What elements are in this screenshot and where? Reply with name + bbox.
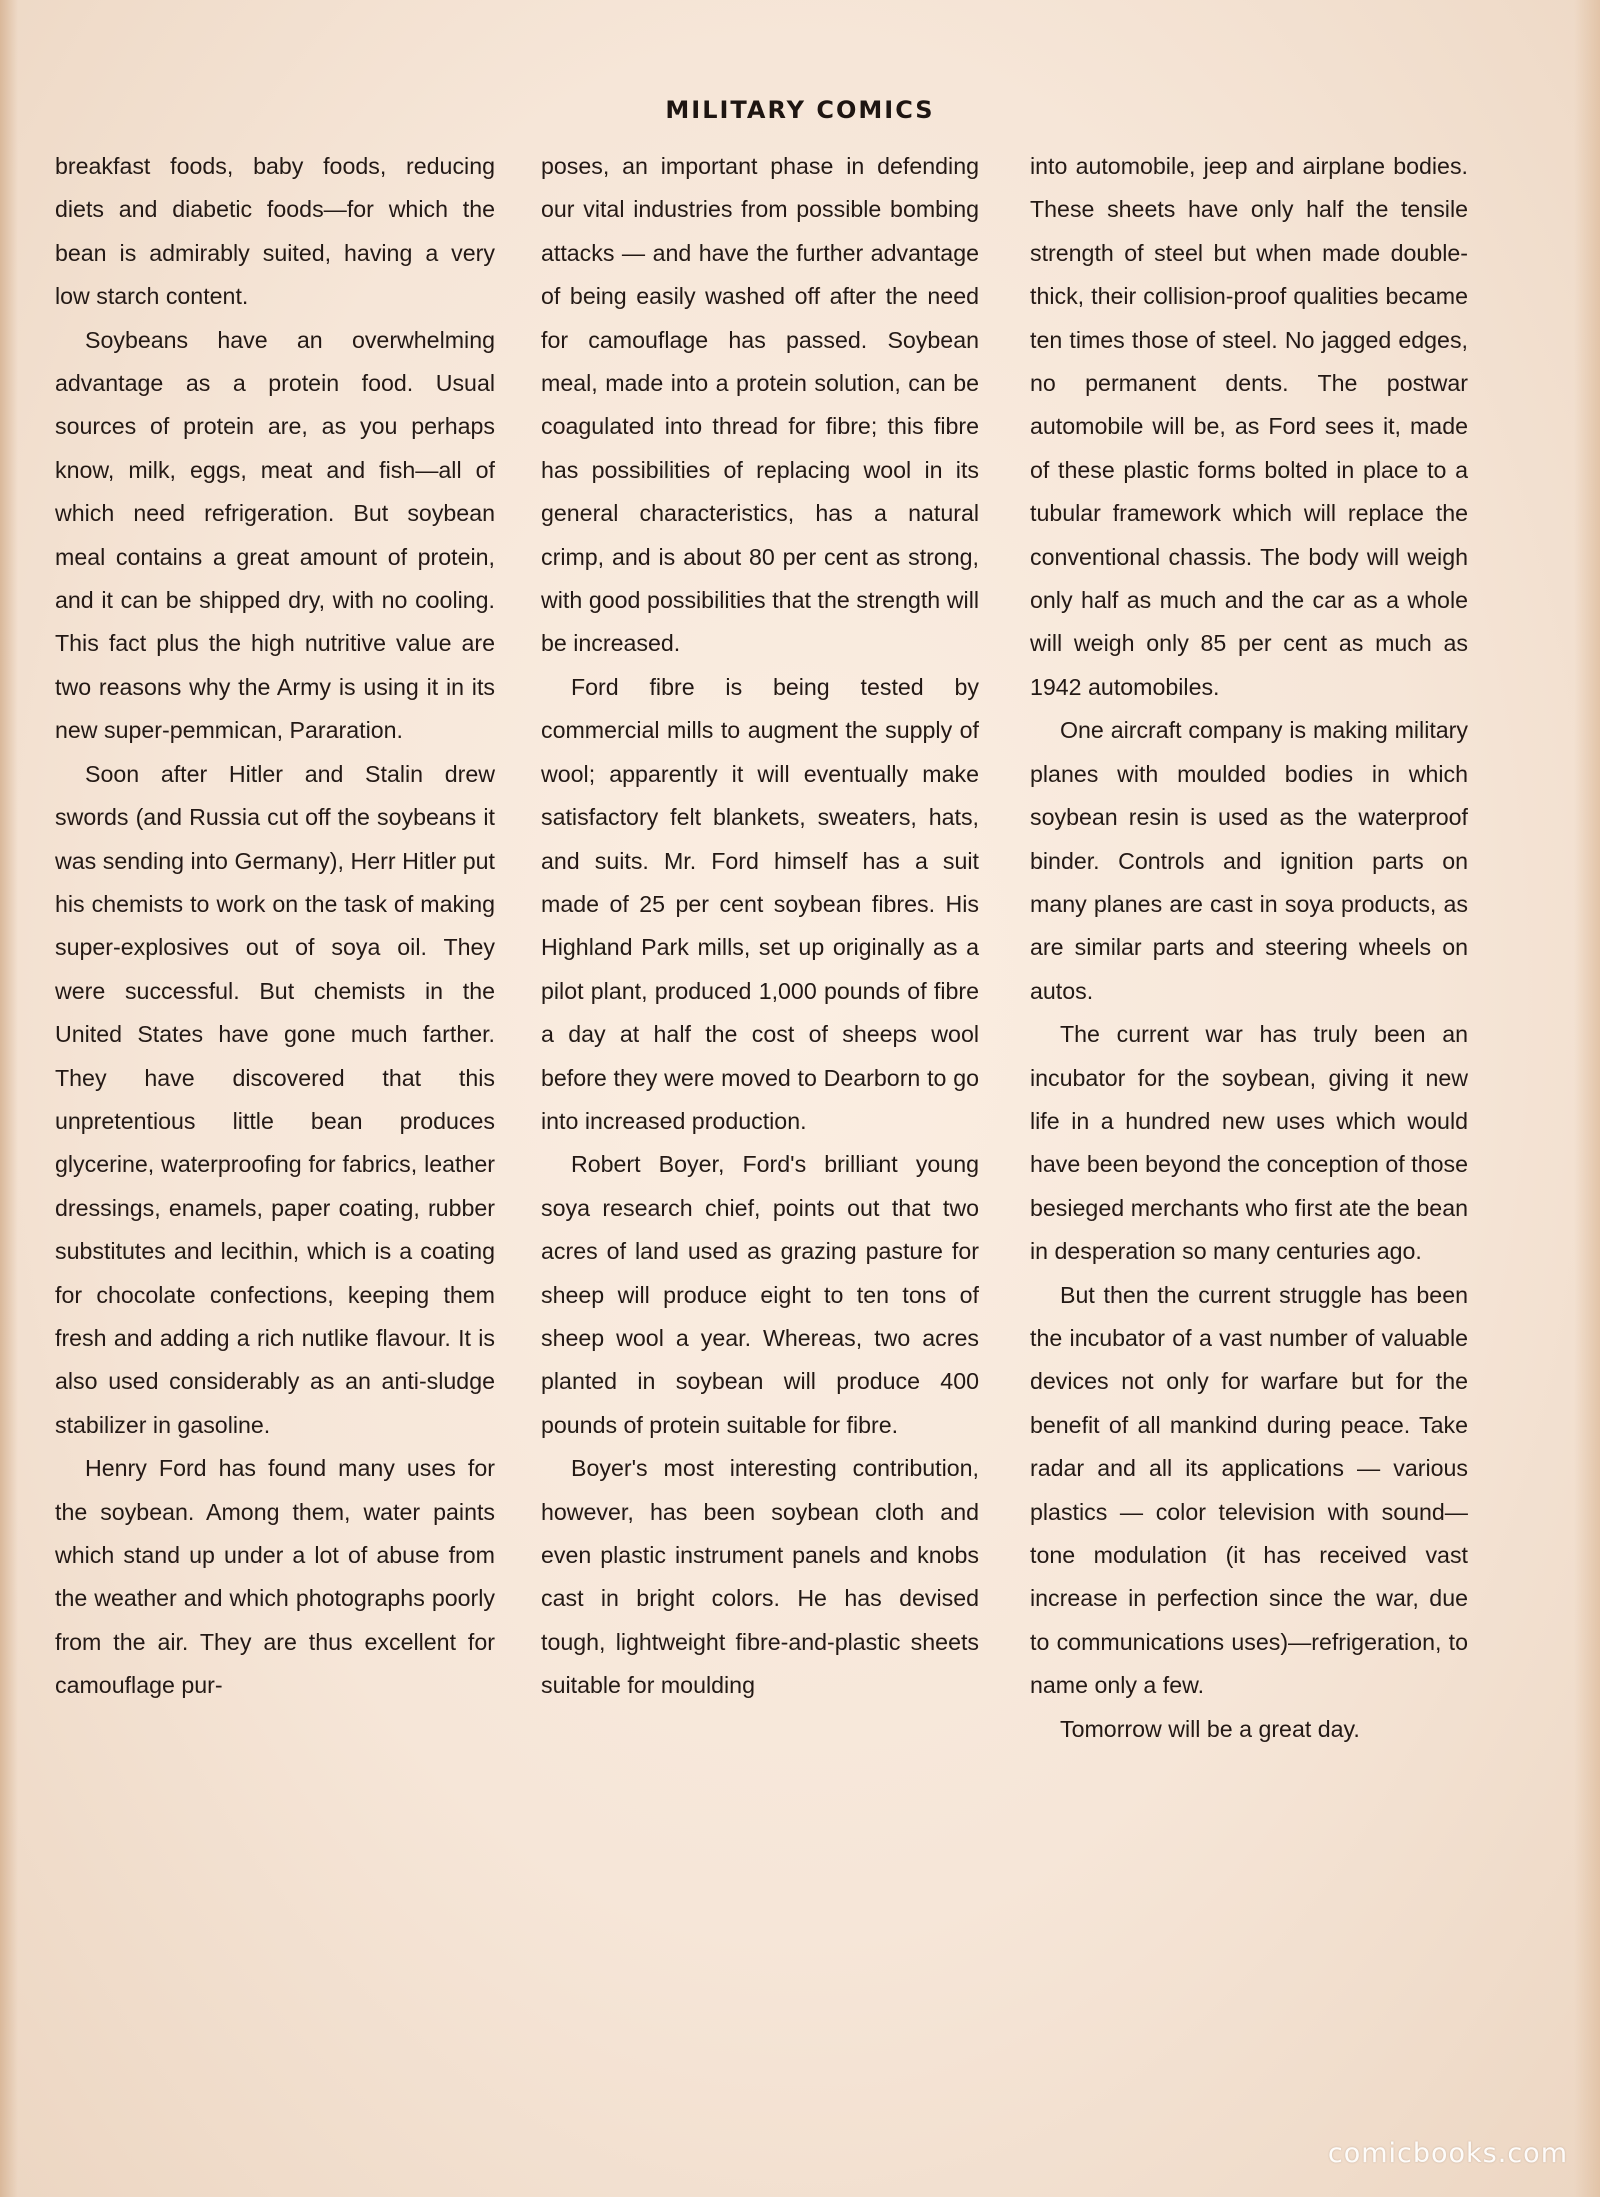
paragraph: Boyer's most interesting contribution, however, has been soybean cloth and even plastic instrument panels and knobs cast in bright colors. He has devised tough, lightweight fibre-and-plastic sheets suitable for moulding <box>541 1455 979 1699</box>
paragraph: breakfast foods, baby foods, reducing diets and diabetic foods—for which the bean is admirably suited, having a very low starch content. <box>55 153 495 310</box>
text-column-3 <box>1030 145 1468 1751</box>
paragraph: The current war has truly been an incubator for the soybean, giving it new life in a hundred new uses which would have been beyond the conception of those besieged merchants who first ate the bean in desperation so many centuries ago. <box>1030 1021 1468 1265</box>
paragraph: Ford fibre is being tested by commercial mills to augment the supply of wool; apparently it will eventually make satisfactory felt blankets, sweaters, hats, and suits. Mr. Ford himself has a suit made of 25 per cent soybean fibres. His Highland Park mills, set up originally as a pilot plant, produced 1,000 pounds of fibre a day at half the cost of sheeps wool before they were moved to Dearborn to go into increased production. <box>541 673 979 1134</box>
page-edge-shadow-left <box>0 0 18 2197</box>
paragraph: Soon after Hitler and Stalin drew swords (and Russia cut off the soybeans it was sending into Germany), Herr Hitler put his chemists to work on the task of making super-explosives out of soya oil. They were successful. But chemists in the United States have gone much farther. They have discovered that this unpretentious little bean produces glycerine, waterproofing for fabrics, leather dressings, enamels, paper coating, rubber substitutes and lecithin, which is a coating for chocolate confections, keeping them fresh and adding a rich nutlike flavour. It is also used considerably as an anti-sludge stabilizer in gasoline. <box>55 760 495 1438</box>
running-head: MILITARY COMICS <box>665 96 935 124</box>
site-watermark: comicbooks.com <box>1327 2138 1568 2169</box>
paragraph: Robert Boyer, Ford's brilliant young soya research chief, points out that two acres of land used as grazing pasture for sheep will produce eight to ten tons of sheep wool a year. Whereas, two acres planted in soybean will produce 400 pounds of protein suitable for fibre. <box>541 1151 979 1438</box>
page-edge-shadow-right <box>1574 0 1600 2197</box>
paragraph: into automobile, jeep and airplane bodies. These sheets have only half the tensile strength of steel but when made double-thick, their collision-proof qualities became ten times those of steel. No jagged edges, no permanent dents. The postwar automobile will be, as Ford sees it, made of these plastic forms bolted in place to a tubular framework which will replace the conventional chassis. The body will weigh only half as much and the car as a whole will weigh only 85 per cent as much as 1942 automobiles. <box>1030 153 1468 700</box>
paragraph: Tomorrow will be a great day. <box>1060 1715 1360 1742</box>
paragraph: Soybeans have an overwhelming advantage as a protein food. Usual sources of protein are, as you perhaps know, milk, eggs, meat and fish—all of which need refrigeration. But soybean meal contains a great amount of protein, and it can be shipped dry, with no cooling. This fact plus the high nutritive value are two reasons why the Army is using it in its new super-pemmican, Pararation. <box>55 326 495 744</box>
paragraph: But then the current struggle has been the incubator of a vast number of valuable devices not only for warfare but for the benefit of all mankind during peace. Take radar and all its applications — various plastics — color television with sound—tone modulation (it has received vast increase in perfection since the war, due to communications uses)—refrigeration, to name only a few. <box>1030 1281 1468 1699</box>
text-column-1 <box>55 145 495 1708</box>
text-column-2 <box>541 145 979 1708</box>
paragraph: poses, an important phase in defending our vital industries from possible bombing attacks — and have the further advantage of being easily washed off after the need for camouflage has passed. Soybean meal, made into a protein solution, can be coagulated into thread for fibre; this fibre has possibilities of replacing wool in its general characteristics, has a natural crimp, and is about 80 per cent as strong, with good possibilities that the strength will be increased. <box>541 153 979 657</box>
paragraph: Henry Ford has found many uses for the soybean. Among them, water paints which stand up under a lot of abuse from the weather and which photographs poorly from the air. They are thus excellent for camouflage pur- <box>55 1455 495 1699</box>
paragraph: One aircraft company is making military planes with moulded bodies in which soybean resin is used as the waterproof binder. Controls and ignition parts on many planes are cast in soya products, as are similar parts and steering wheels on autos. <box>1030 717 1468 1004</box>
